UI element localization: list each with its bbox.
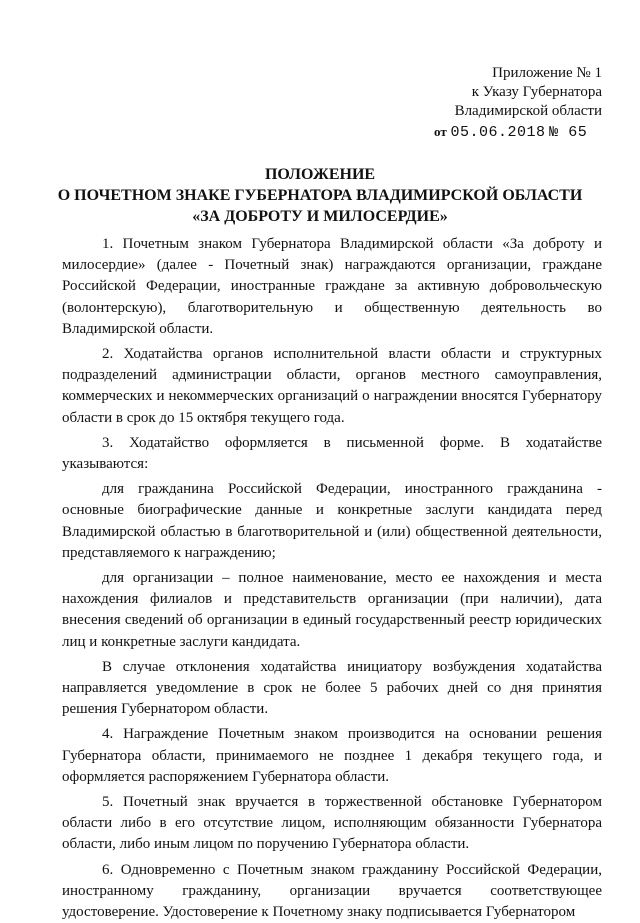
title-line-1: ПОЛОЖЕНИЕ [264,166,376,183]
paragraph-4: 4. Награждение Почетным знаком производится на основании решения Губернатора области, принимаемого не позднее 1 декабря текущего года, и оформляется распоряжением Губернатора области. [62,726,602,785]
appendix-header [455,64,602,121]
decree-prefix: от [434,124,447,139]
paragraph-6: 6. Одновременно с Почетным знаком гражданину Российской Федерации, иностранному гражданину, организации вручается соответствующее удостоверение. Удостоверение к Почетному знаку подписывается Губернатором [62,861,602,921]
title-line-3: «ЗА ДОБРОТУ И МИЛОСЕРДИЕ» [192,208,448,225]
paragraph-5: 5. Почетный знак вручается в торжественной обстановке Губернатором области либо в его отсутствие лицом, исполняющим обязанности Губернатора области, либо иным лицом по поручению Губернатора области. [62,794,602,853]
paragraph-1: 1. Почетным знаком Губернатора Владимирской области «За доброту и милосердие» (далее - Почетный знак) награждаются организации, граждане Российской Федерации, иностранные граждане за активную добровольческую (волонтерскую), благотворительную и общественную деятельность во Владимирской области. [62,236,602,337]
document-title [0,164,640,227]
decree-reference [434,124,587,141]
document-body [62,234,602,923]
paragraph-3-citizen: для гражданина Российской Федерации, иностранного гражданина - основные биографические данные и конкретные заслуги кандидата перед Владимирской областью в благотворительной и (или) общественной деятельности, представляемого к награждению; [62,481,602,561]
title-line-2: О ПОЧЕТНОМ ЗНАКЕ ГУБЕРНАТОРА ВЛАДИМИРСКОЙ ОБЛАСТИ [57,187,583,204]
paragraph-3: 3. Ходатайство оформляется в письменной форме. В ходатайстве указываются: [62,434,602,473]
appendix-line-3: Владимирской области [454,103,602,119]
appendix-line-2: к Указу Губернатора [471,84,602,100]
paragraph-2: 2. Ходатайства органов исполнительной власти области и структурных подразделений администрации области, органов местного самоуправления, коммерческих и некоммерческих организаций о награждении вносятся Губернатору области в срок до 15 октября текущего года. [62,346,602,426]
appendix-line-1: Приложение № 1 [492,65,602,81]
decree-date: 05.06.2018 [450,124,546,141]
paragraph-3-organization: для организации – полное наименование, место ее нахождения и места нахождения филиалов и представительств организации (при наличии), дата внесения сведений об организации в единый государственный реестр юридических лиц и конкретные заслуги кандидата. [62,570,602,650]
decree-number: № 65 [549,124,588,141]
paragraph-3-rejection: В случае отклонения ходатайства инициатору возбуждения ходатайства направляется уведомление в срок не более 5 рабочих дней со дня принятия решения Губернатором области. [62,658,602,718]
